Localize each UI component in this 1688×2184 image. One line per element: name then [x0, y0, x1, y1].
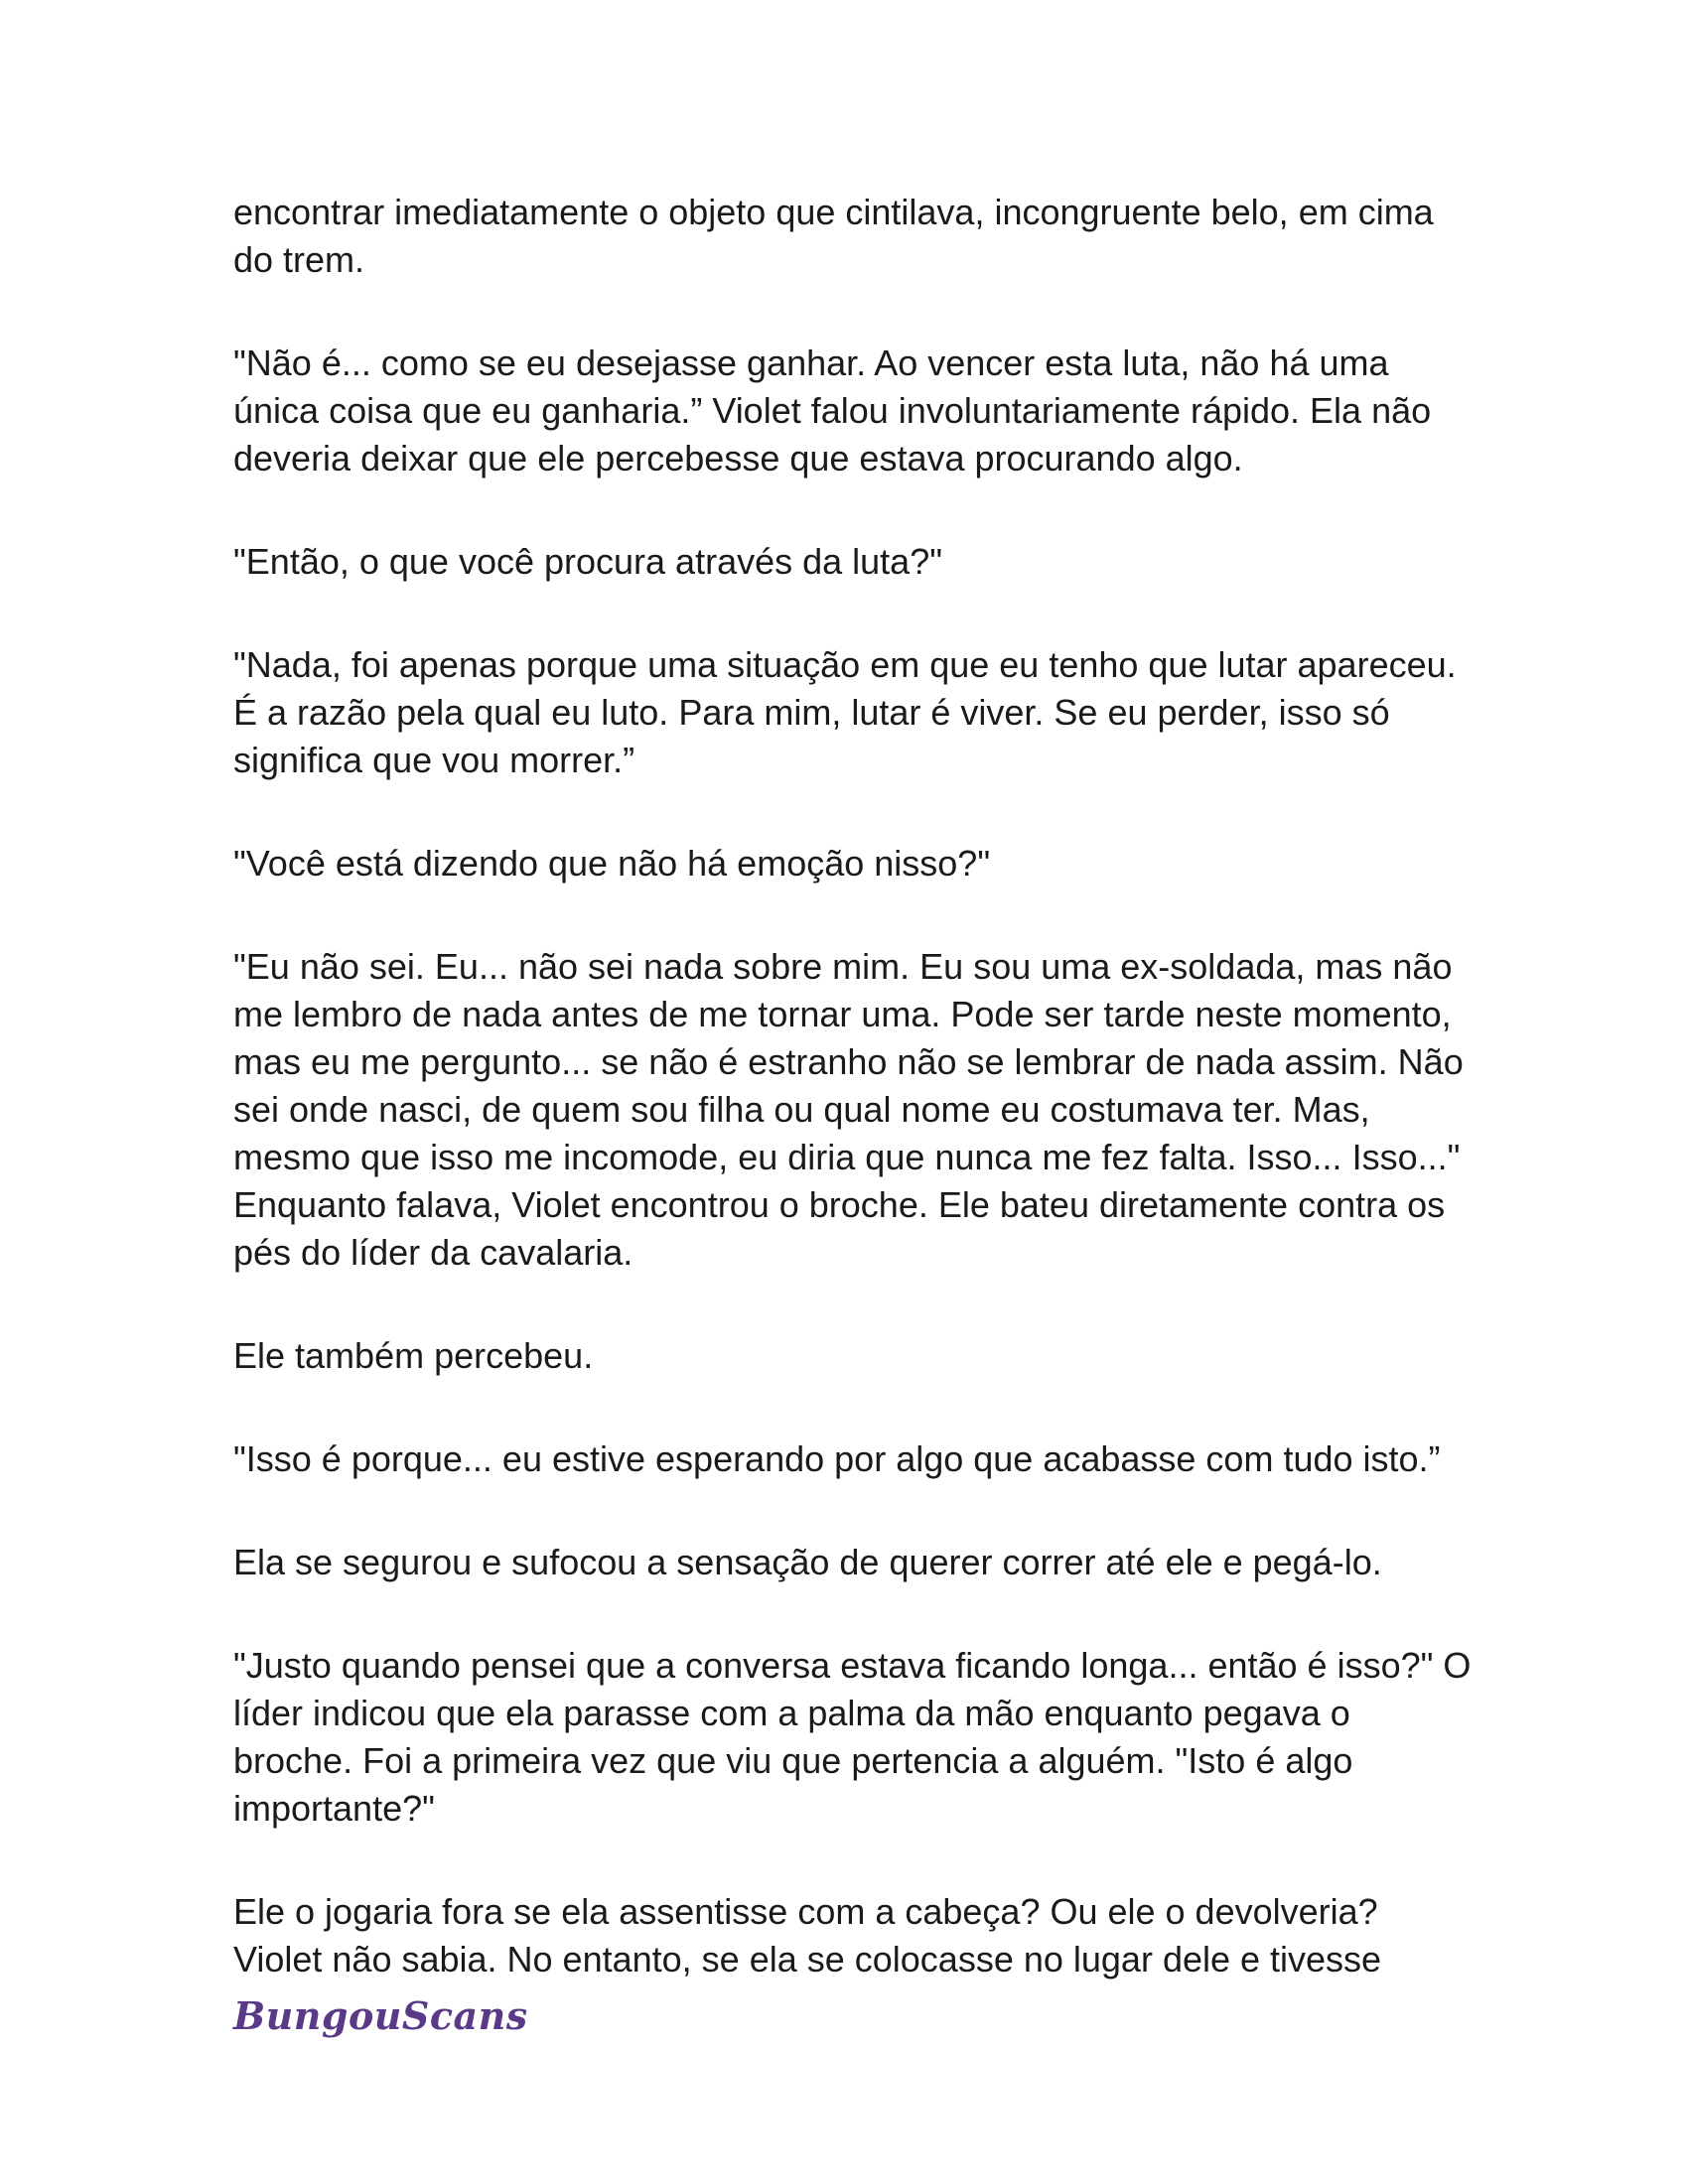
- text-line: do trem.: [233, 239, 365, 280]
- text-line: deveria deixar que ele percebesse que estava procurando algo.: [233, 438, 1243, 478]
- text-line: Ele o jogaria fora se ela assentisse com a cabeça? Ou ele o devolveria?: [233, 1891, 1378, 1932]
- paragraph-8: [233, 1435, 1465, 1483]
- text-line: "Não é... como se eu desejasse ganhar. Ao vencer esta luta, não há uma: [233, 342, 1389, 383]
- paragraph-10: [233, 1642, 1472, 1833]
- text-line: Ele também percebeu.: [233, 1335, 594, 1376]
- paragraph-3: [233, 538, 1465, 586]
- paragraph-9: [233, 1539, 1465, 1586]
- text-line: "Então, o que você procura através da luta?": [233, 541, 943, 582]
- text-line: "Nada, foi apenas porque uma situação em que eu tenho que lutar apareceu.: [233, 644, 1457, 685]
- text-line: líder indicou que ela parasse com a palma da mão enquanto pegava o: [233, 1693, 1350, 1733]
- paragraph-5: [233, 840, 1465, 887]
- text-line: importante?": [233, 1788, 435, 1829]
- paragraph-2: [233, 340, 1465, 482]
- text-line: única coisa que eu ganharia.” Violet falou involuntariamente rápido. Ela não: [233, 390, 1432, 431]
- document-body: [233, 189, 1472, 1983]
- text-line: "Eu não sei. Eu... não sei nada sobre mim. Eu sou uma ex-soldada, mas não: [233, 946, 1453, 987]
- text-line: mesmo que isso me incomode, eu diria que nunca me fez falta. Isso... Isso...": [233, 1137, 1461, 1177]
- text-line: encontrar imediatamente o objeto que cintilava, incongruente belo, em cima: [233, 192, 1434, 232]
- paragraph-6: [233, 943, 1465, 1277]
- paragraph-11: [233, 1888, 1465, 1983]
- text-line: É a razão pela qual eu luto. Para mim, lutar é viver. Se eu perder, isso só: [233, 692, 1390, 733]
- text-line: Violet não sabia. No entanto, se ela se colocasse no lugar dele e tivesse: [233, 1939, 1382, 1979]
- paragraph-7: [233, 1332, 1465, 1380]
- text-line: me lembro de nada antes de me tornar uma. Pode ser tarde neste momento,: [233, 994, 1452, 1034]
- paragraph-1: [233, 189, 1465, 284]
- text-line: Ela se segurou e sufocou a sensação de querer correr até ele e pegá-lo.: [233, 1542, 1382, 1582]
- text-line: "Isso é porque... eu estive esperando por algo que acabasse com tudo isto.”: [233, 1438, 1441, 1479]
- text-line: pés do líder da cavalaria.: [233, 1232, 633, 1273]
- watermark-logo: BungouScans: [233, 1993, 528, 2038]
- text-line: Enquanto falava, Violet encontrou o broche. Ele bateu diretamente contra os: [233, 1184, 1446, 1225]
- text-line: mas eu me pergunto... se não é estranho não se lembrar de nada assim. Não: [233, 1041, 1464, 1082]
- text-line: "Justo quando pensei que a conversa estava ficando longa... então é isso?" O: [233, 1645, 1472, 1686]
- text-line: "Você está dizendo que não há emoção nisso?": [233, 843, 991, 884]
- paragraph-4: [233, 641, 1465, 784]
- text-line: broche. Foi a primeira vez que viu que pertencia a alguém. "Isto é algo: [233, 1740, 1353, 1781]
- text-line: sei onde nasci, de quem sou filha ou qual nome eu costumava ter. Mas,: [233, 1089, 1370, 1130]
- text-line: significa que vou morrer.”: [233, 740, 635, 780]
